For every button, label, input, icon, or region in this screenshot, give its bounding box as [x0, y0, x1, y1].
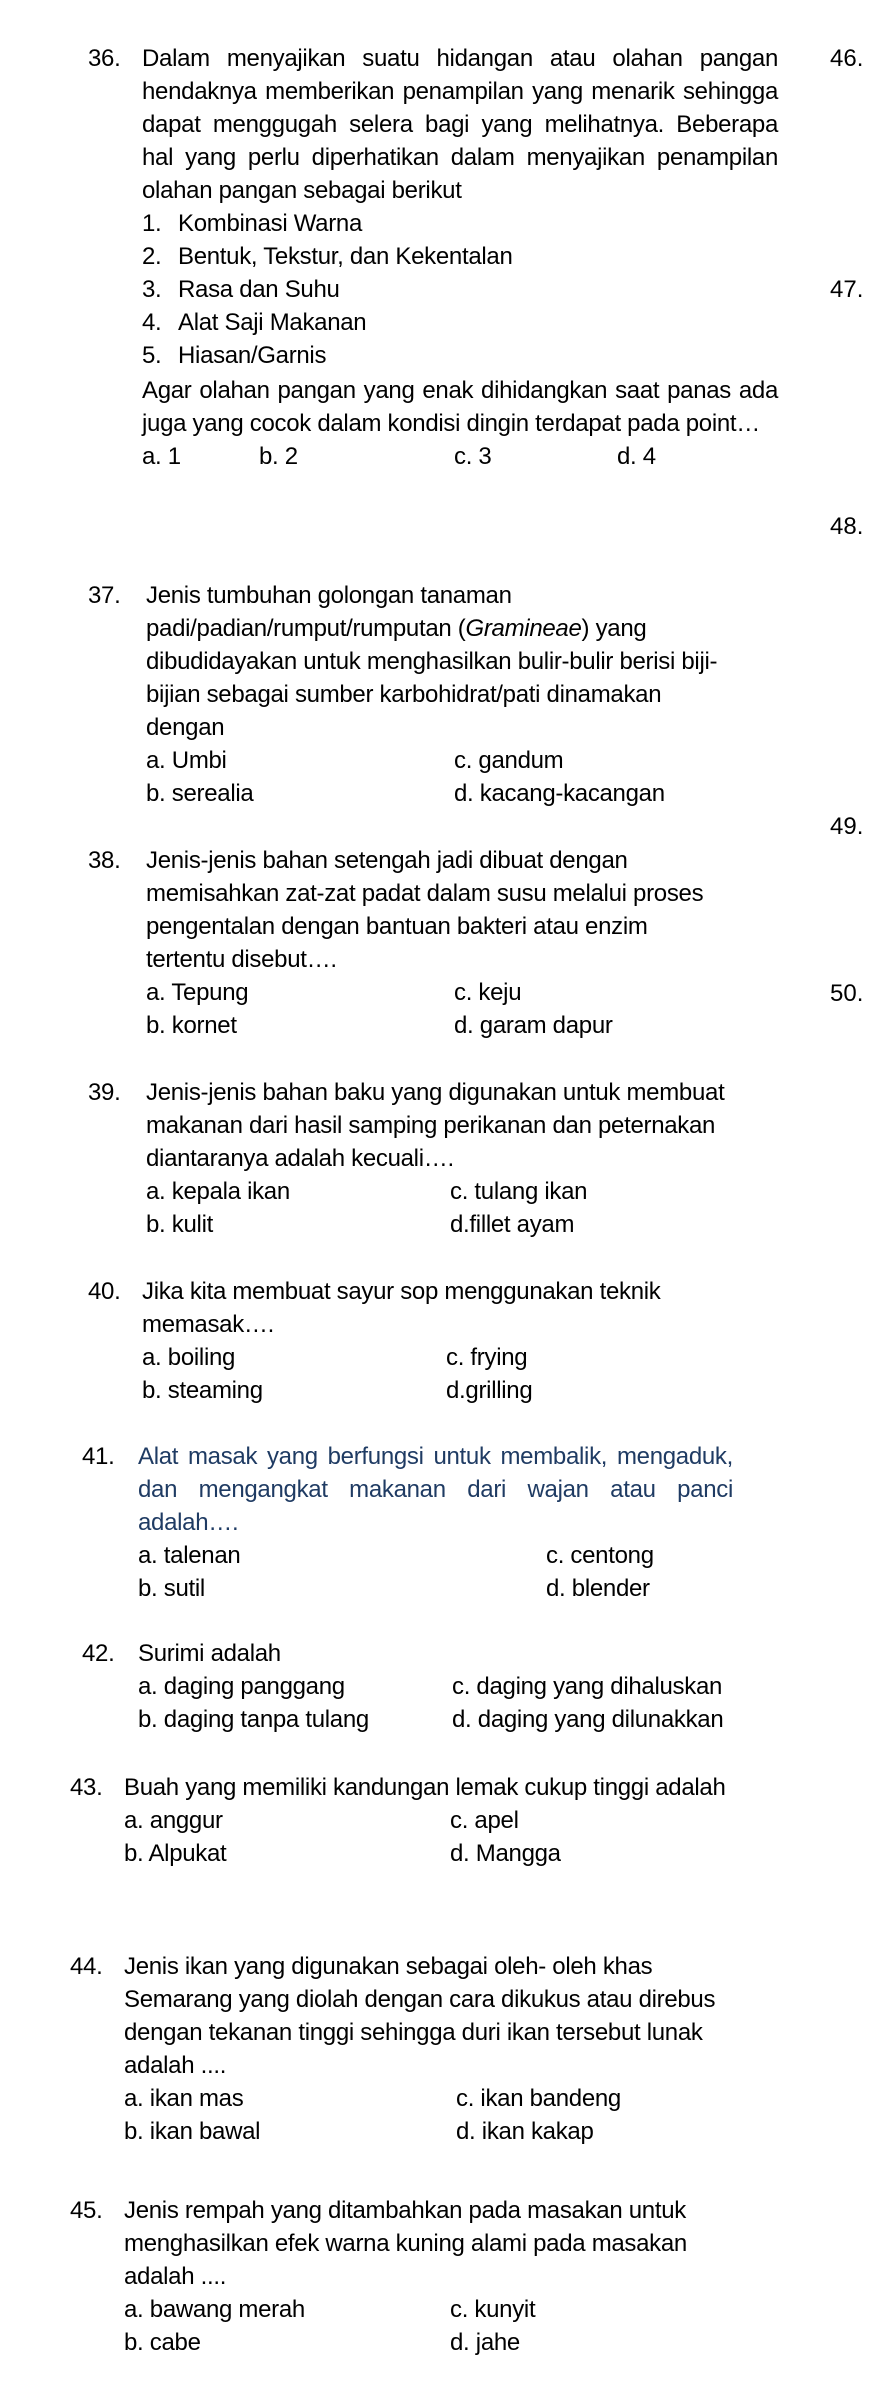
- option-d[interactable]: d.fillet ayam: [450, 1211, 575, 1238]
- option-a[interactable]: a. ikan mas: [124, 2085, 244, 2112]
- option-d[interactable]: d. kacang-kacangan: [454, 780, 665, 807]
- answer-options: [138, 1670, 738, 1703]
- list-item: 1. Kombinasi Warna: [142, 210, 363, 237]
- option-d[interactable]: d. garam dapur: [454, 1012, 613, 1039]
- answer-options: [146, 1208, 726, 1241]
- option-c[interactable]: c. kunyit: [450, 2296, 536, 2323]
- question-number: 42.: [82, 1640, 115, 1667]
- option-c[interactable]: c. centong: [546, 1542, 654, 1569]
- option-c[interactable]: c. gandum: [454, 747, 564, 774]
- option-d[interactable]: d.grilling: [446, 1377, 533, 1404]
- answer-options: [142, 1341, 702, 1374]
- option-a[interactable]: a. 1: [142, 443, 181, 470]
- option-c[interactable]: c. keju: [454, 979, 522, 1006]
- answer-options: [138, 1703, 738, 1736]
- option-c[interactable]: c. daging yang dihaluskan: [452, 1673, 723, 1700]
- answer-options: [138, 1572, 733, 1605]
- option-b[interactable]: b. daging tanpa tulang: [138, 1706, 369, 1733]
- answer-options: [146, 1175, 726, 1208]
- question-number: 44.: [70, 1953, 103, 1980]
- option-b[interactable]: b. steaming: [142, 1377, 263, 1404]
- option-c[interactable]: c. apel: [450, 1807, 519, 1834]
- question-number: 40.: [88, 1278, 121, 1305]
- question-stem: Jika kita membuat sayur sop menggunakan teknik memasak….: [142, 1278, 661, 1338]
- answer-options: [124, 2082, 738, 2115]
- option-a[interactable]: a. daging panggang: [138, 1673, 345, 1700]
- option-c[interactable]: c. 3: [454, 443, 492, 470]
- point-list: [142, 207, 778, 372]
- option-d[interactable]: d. blender: [546, 1575, 650, 1602]
- question-number: 36.: [88, 45, 121, 72]
- answer-options: [142, 440, 778, 473]
- answer-options: [124, 1837, 738, 1870]
- list-item: 3. Rasa dan Suhu: [142, 276, 340, 303]
- question-number-47: 47.: [830, 276, 864, 303]
- option-b[interactable]: b. 2: [259, 443, 298, 470]
- list-item: 5. Hiasan/Garnis: [142, 342, 327, 369]
- option-b[interactable]: b. sutil: [138, 1575, 205, 1602]
- option-a[interactable]: a. Umbi: [146, 747, 227, 774]
- answer-options: [146, 976, 726, 1009]
- question-stem: Alat masak yang berfungsi untuk membalik, mengaduk, dan mengangkat makanan dari wajan atau panci adalah….: [138, 1443, 733, 1536]
- option-d[interactable]: d. ikan kakap: [456, 2118, 594, 2145]
- option-a[interactable]: a. kepala ikan: [146, 1178, 290, 1205]
- question-number: 41.: [82, 1443, 115, 1470]
- list-item: 2. Bentuk, Tekstur, dan Kekentalan: [142, 243, 513, 270]
- option-d[interactable]: d. Mangga: [450, 1840, 561, 1867]
- option-b[interactable]: b. kornet: [146, 1012, 237, 1039]
- option-a[interactable]: a. bawang merah: [124, 2296, 305, 2323]
- answer-options: [124, 1804, 738, 1837]
- question-stem: Jenis ikan yang digunakan sebagai oleh- oleh khas Semarang yang diolah dengan cara dikukus atau direbus dengan tekanan tinggi sehingga duri ikan tersebut lunak adalah ....: [124, 1953, 716, 2079]
- question-stem: Jenis-jenis bahan setengah jadi dibuat dengan memisahkan zat-zat padat dalam susu melalui proses pengentalan dengan bantuan bakteri atau enzim tertentu disebut….: [146, 847, 704, 973]
- list-item: 4. Alat Saji Makanan: [142, 309, 367, 336]
- answer-options: [138, 1539, 733, 1572]
- question-stem: Jenis tumbuhan golongan tanaman padi/padian/rumput/rumputan (Gramineae) yang dibudidayakan untuk menghasilkan bulir-bulir berisi biji-bijian sebagai sumber karbohidrat/pati dinamakan dengan: [146, 582, 718, 741]
- option-b[interactable]: b. kulit: [146, 1211, 213, 1238]
- question-number-49: 49.: [830, 813, 864, 840]
- question-number: 39.: [88, 1079, 121, 1106]
- answer-options: [124, 2293, 714, 2326]
- option-b[interactable]: b. cabe: [124, 2329, 201, 2356]
- answer-options: [146, 1009, 726, 1042]
- question-number: 45.: [70, 2197, 103, 2224]
- option-d[interactable]: d. daging yang dilunakkan: [452, 1706, 724, 1733]
- option-d[interactable]: d. jahe: [450, 2329, 520, 2356]
- option-c[interactable]: c. ikan bandeng: [456, 2085, 621, 2112]
- option-c[interactable]: c. frying: [446, 1344, 528, 1371]
- question-stem: Buah yang memiliki kandungan lemak cukup tinggi adalah: [124, 1774, 726, 1801]
- option-c[interactable]: c. tulang ikan: [450, 1178, 588, 1205]
- option-b[interactable]: b. serealia: [146, 780, 254, 807]
- answer-options: [142, 1374, 702, 1407]
- question-number-50: 50.: [830, 980, 864, 1007]
- option-a[interactable]: a. anggur: [124, 1807, 223, 1834]
- answer-options: [124, 2115, 738, 2148]
- question-number: 37.: [88, 582, 121, 609]
- answer-options: [146, 777, 726, 810]
- option-d[interactable]: d. 4: [617, 443, 656, 470]
- option-b[interactable]: b. ikan bawal: [124, 2118, 261, 2145]
- option-a[interactable]: a. boiling: [142, 1344, 236, 1371]
- question-number: 43.: [70, 1774, 103, 1801]
- question-stem: Jenis-jenis bahan baku yang digunakan untuk membuat makanan dari hasil samping perikanan dan peternakan diantaranya adalah kecuali….: [146, 1079, 725, 1172]
- option-a[interactable]: a. Tepung: [146, 979, 249, 1006]
- question-stem: Dalam menyajikan suatu hidangan atau olahan pangan hendaknya memberikan penampilan yang menarik sehingga dapat menggugah selera bagi yang melihatnya. Beberapa hal yang perlu diperhatikan dalam menyajikan penampilan olahan pangan sebagai berikut: [142, 45, 778, 204]
- question-number-46: 46.: [830, 45, 864, 72]
- question-stem: Jenis rempah yang ditambahkan pada masakan untuk menghasilkan efek warna kuning alami pada masakan adalah ....: [124, 2197, 687, 2290]
- option-b[interactable]: b. Alpukat: [124, 1840, 227, 1867]
- answer-options: [146, 744, 726, 777]
- option-a[interactable]: a. talenan: [138, 1542, 241, 1569]
- question-stem-continued: Agar olahan pangan yang enak dihidangkan saat panas ada juga yang cocok dalam kondisi dingin terdapat pada point…: [142, 377, 778, 437]
- question-number-48: 48.: [830, 513, 864, 540]
- question-stem: Surimi adalah: [138, 1640, 281, 1667]
- answer-options: [124, 2326, 714, 2359]
- question-number: 38.: [88, 847, 121, 874]
